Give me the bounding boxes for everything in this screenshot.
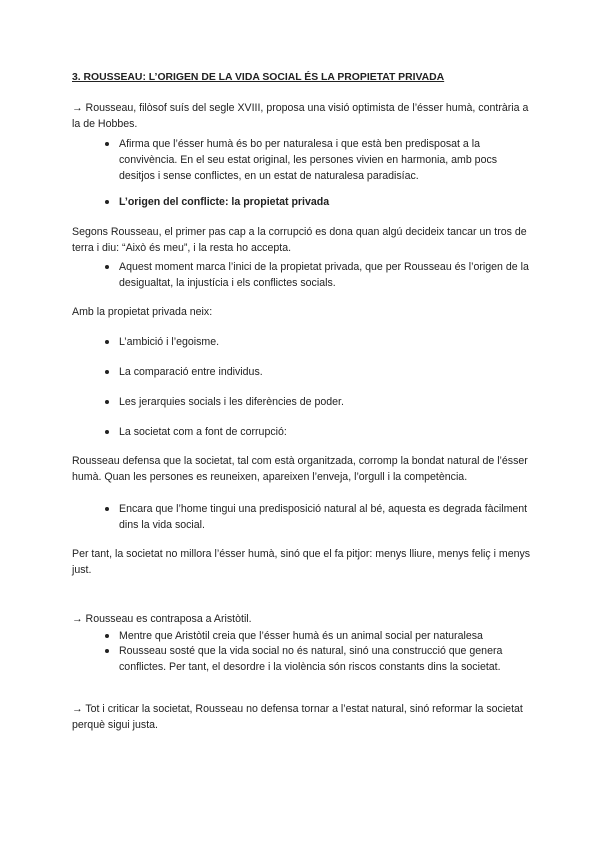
segons-bullet: Aquest moment marca l’inici de la propietat privada, que per Rousseau és l’origen de la desigualtat, la injustícia i els conflictes socials. xyxy=(119,259,533,291)
aristotil-bullet: Mentre que Aristòtil creia que l’ésser humà és un animal social per naturalesa xyxy=(119,628,533,644)
aristotil-bullet: Rousseau sosté que la vida social no és natural, sinó una construcció que genera conflictes. Per tant, el desordre i la violència són riscos constants dins la societat. xyxy=(119,643,533,675)
pertant-paragraph: Per tant, la societat no millora l’ésser humà, sinó que el fa pitjor: menys lliure, menys feliç i menys just. xyxy=(72,548,531,576)
neix-item: Les jerarquies socials i les diferències de poder. xyxy=(119,394,533,410)
neix-intro: Amb la propietat privada neix: xyxy=(72,306,213,318)
neix-item: L’ambició i l’egoisme. xyxy=(119,334,533,350)
defensa-bullet: Encara que l’home tingui una predisposició natural al bé, aquesta es degrada fàcilment dins la vida social. xyxy=(119,501,533,533)
segons-paragraph: Segons Rousseau, el primer pas cap a la corrupció es dona quan algú decideix tancar un tros de terra i diu: “Això és meu”, i la resta ho accepta. xyxy=(72,226,527,254)
conclusion-paragraph: → Tot i criticar la societat, Rousseau no defensa tornar a l’estat natural, sinó reformar la societat perquè sigui justa. xyxy=(72,703,523,731)
neix-item: La comparació entre individus. xyxy=(119,364,533,380)
page-title: 3. ROUSSEAU: L’ORIGEN DE LA VIDA SOCIAL ÉS LA PROPIETAT PRIVADA xyxy=(72,72,445,83)
defensa-paragraph: Rousseau defensa que la societat, tal com està organitzada, corromp la bondat natural de l’ésser humà. Quan les persones es reuneixen, apareixen l’enveja, l’orgull i la competència. xyxy=(72,455,528,483)
intro-bullet: Afirma que l’ésser humà és bo per naturalesa i que està ben predisposat a la convivència. En el seu estat original, les persones vivien en harmonia, amb pocs desitjos i sense conflictes, en un estat de naturalesa paradisíac. xyxy=(119,136,533,184)
aristotil-paragraph: → Rousseau es contraposa a Aristòtil. xyxy=(72,613,252,625)
neix-item: La societat com a font de corrupció: xyxy=(119,424,533,440)
intro-paragraph: → Rousseau, filòsof suís del segle XVIII, proposa una visió optimista de l’ésser humà, contrària a la de Hobbes. xyxy=(72,102,529,130)
conflict-heading: L’origen del conflicte: la propietat privada xyxy=(119,194,533,210)
